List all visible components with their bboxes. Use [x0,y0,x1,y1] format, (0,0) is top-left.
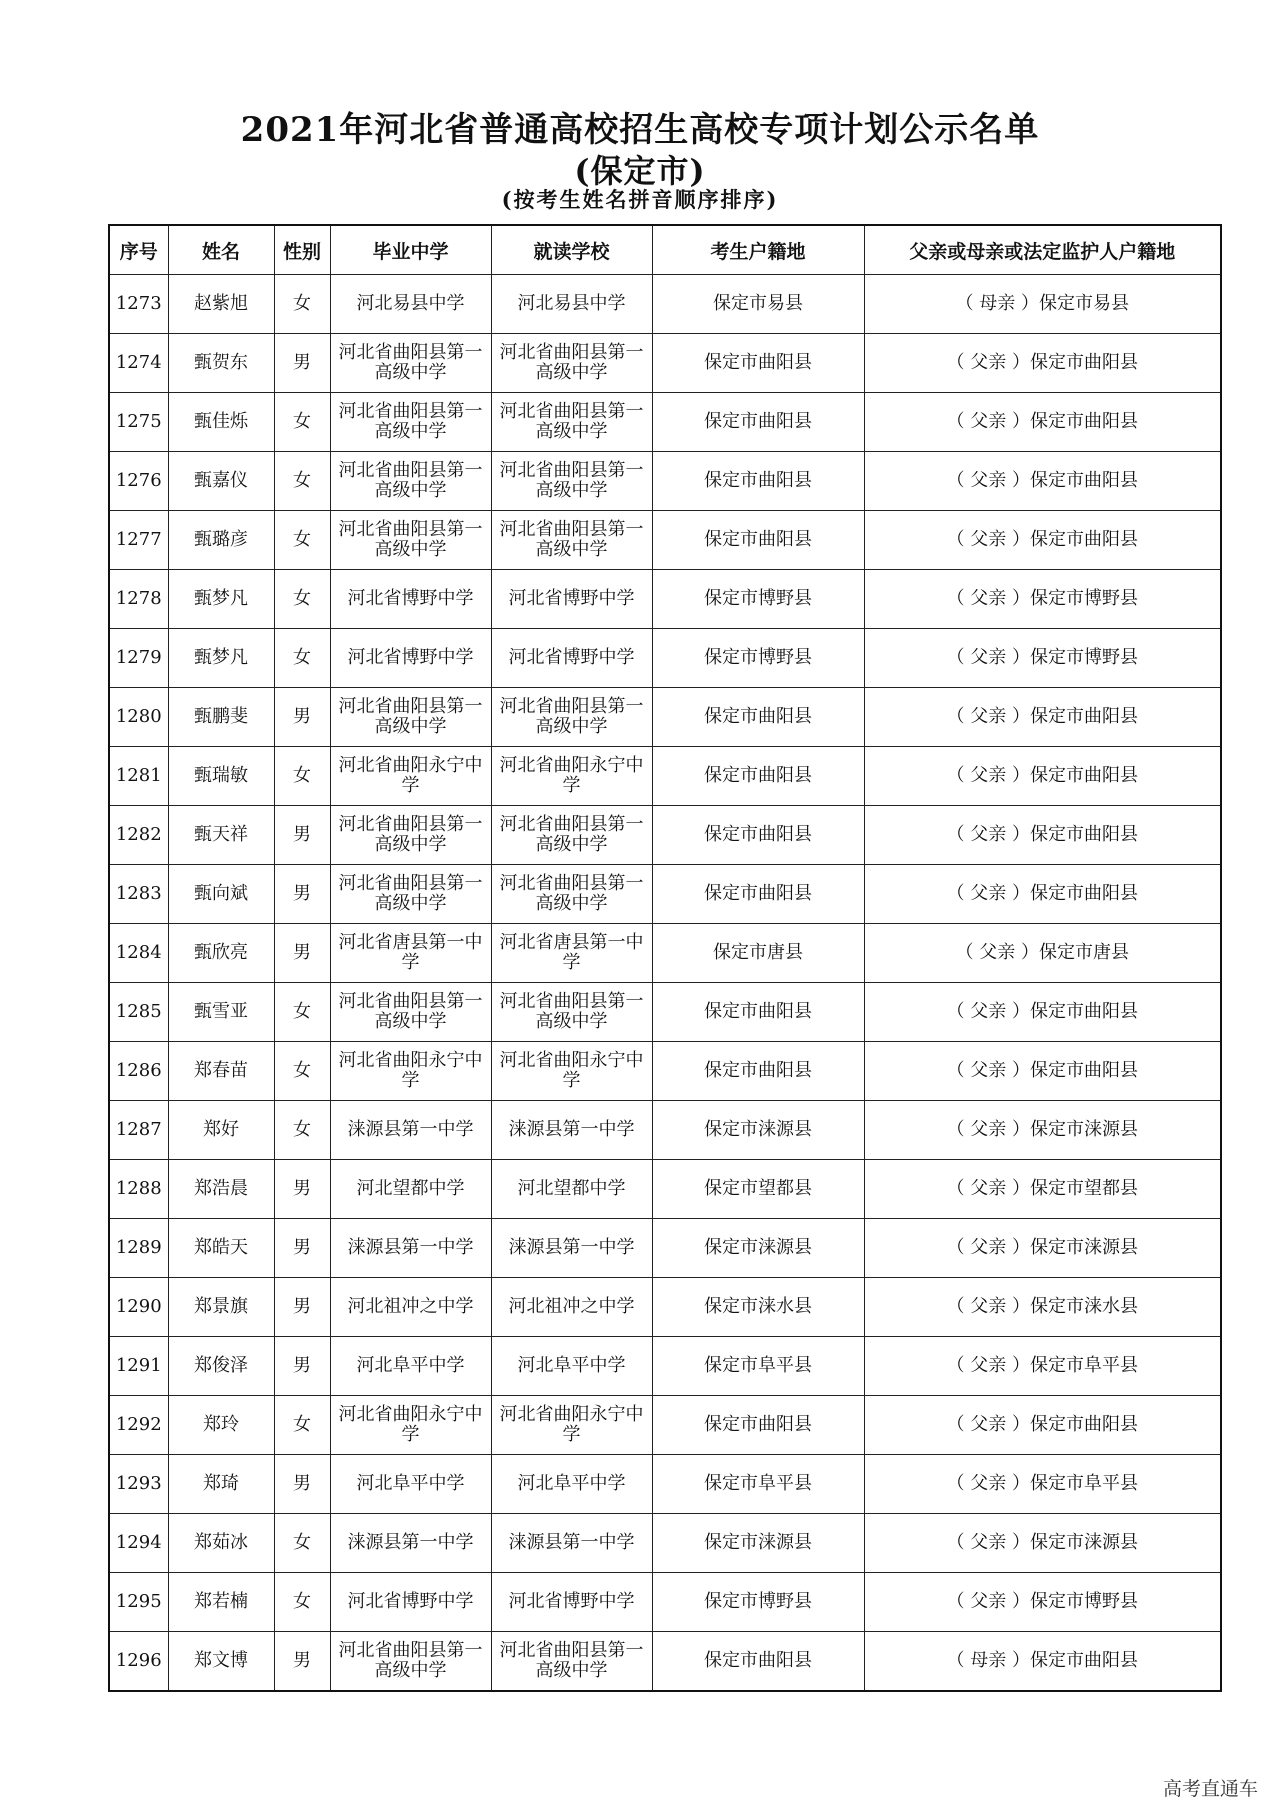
cell-graduation-school: 河北省曲阳县第一高级中学 [330,1632,491,1692]
cell-guardian-hukou: （ 父亲 ）保定市曲阳县 [864,983,1221,1042]
cell-name: 郑玲 [168,1396,274,1455]
cell-graduation-school: 河北省曲阳县第一高级中学 [330,452,491,511]
table-row [109,1278,1221,1337]
cell-graduation-school: 涞源县第一中学 [330,1514,491,1573]
cell-current-school: 河北望都中学 [491,1160,652,1219]
table-row [109,806,1221,865]
table-row [109,393,1221,452]
document-title: 2021年河北省普通高校招生高校专项计划公示名单 [240,110,1040,150]
cell-current-school: 河北省曲阳永宁中学 [491,1042,652,1101]
cell-graduation-school: 河北省博野中学 [330,570,491,629]
cell-guardian-hukou: （ 父亲 ）保定市阜平县 [864,1455,1221,1514]
cell-student-hukou: 保定市曲阳县 [652,334,864,393]
cell-guardian-hukou: （ 父亲 ）保定市曲阳县 [864,511,1221,570]
cell-gender: 男 [274,1632,330,1692]
cell-name: 赵紫旭 [168,275,274,334]
cell-student-hukou: 保定市曲阳县 [652,452,864,511]
cell-graduation-school: 河北省曲阳永宁中学 [330,1396,491,1455]
cell-gender: 女 [274,1101,330,1160]
cell-name: 郑景旗 [168,1278,274,1337]
cell-guardian-hukou: （ 父亲 ）保定市博野县 [864,570,1221,629]
cell-guardian-hukou: （ 父亲 ）保定市涞源县 [864,1219,1221,1278]
cell-name: 郑皓天 [168,1219,274,1278]
cell-seq: 1274 [109,334,168,393]
cell-student-hukou: 保定市博野县 [652,629,864,688]
cell-gender: 女 [274,629,330,688]
table-row [109,629,1221,688]
cell-seq: 1295 [109,1573,168,1632]
table-row [109,747,1221,806]
header-gender: 性别 [274,225,330,275]
cell-name: 郑茹冰 [168,1514,274,1573]
cell-graduation-school: 河北省曲阳县第一高级中学 [330,806,491,865]
table-row [109,511,1221,570]
cell-guardian-hukou: （ 父亲 ）保定市曲阳县 [864,806,1221,865]
cell-current-school: 河北省曲阳县第一高级中学 [491,511,652,570]
cell-graduation-school: 河北省曲阳县第一高级中学 [330,334,491,393]
cell-graduation-school: 河北易县中学 [330,275,491,334]
cell-seq: 1296 [109,1632,168,1692]
table-body [109,275,1221,1692]
cell-student-hukou: 保定市曲阳县 [652,1042,864,1101]
cell-current-school: 河北省曲阳县第一高级中学 [491,806,652,865]
cell-name: 郑琦 [168,1455,274,1514]
cell-current-school: 河北省曲阳永宁中学 [491,747,652,806]
cell-seq: 1280 [109,688,168,747]
table-row [109,924,1221,983]
cell-current-school: 河北阜平中学 [491,1337,652,1396]
cell-name: 郑俊泽 [168,1337,274,1396]
cell-student-hukou: 保定市涞源县 [652,1101,864,1160]
table-row [109,1042,1221,1101]
cell-graduation-school: 河北省曲阳永宁中学 [330,1042,491,1101]
cell-seq: 1278 [109,570,168,629]
cell-gender: 女 [274,1042,330,1101]
cell-name: 郑浩晨 [168,1160,274,1219]
cell-name: 郑春苗 [168,1042,274,1101]
document-sort-note: (按考生姓名拼音顺序排序) [501,187,779,212]
cell-guardian-hukou: （ 父亲 ）保定市曲阳县 [864,1396,1221,1455]
header-seq: 序号 [109,225,168,275]
cell-gender: 女 [274,393,330,452]
cell-name: 甄璐彦 [168,511,274,570]
document-subtitle-city: (保定市) [574,152,706,190]
cell-student-hukou: 保定市涞源县 [652,1219,864,1278]
table-row [109,1101,1221,1160]
cell-seq: 1286 [109,1042,168,1101]
table-row [109,452,1221,511]
cell-guardian-hukou: （ 父亲 ）保定市曲阳县 [864,747,1221,806]
table-row [109,865,1221,924]
header-name: 姓名 [168,225,274,275]
cell-graduation-school: 河北阜平中学 [330,1337,491,1396]
cell-current-school: 河北省曲阳县第一高级中学 [491,452,652,511]
cell-guardian-hukou: （ 父亲 ）保定市曲阳县 [864,1042,1221,1101]
cell-student-hukou: 保定市曲阳县 [652,688,864,747]
cell-gender: 男 [274,688,330,747]
watermark: 高考直通车 [1162,1778,1258,1800]
cell-student-hukou: 保定市望都县 [652,1160,864,1219]
cell-guardian-hukou: （ 父亲 ）保定市曲阳县 [864,393,1221,452]
cell-name: 郑好 [168,1101,274,1160]
cell-current-school: 河北省博野中学 [491,570,652,629]
cell-gender: 男 [274,1278,330,1337]
cell-gender: 女 [274,511,330,570]
cell-gender: 男 [274,806,330,865]
cell-gender: 女 [274,983,330,1042]
cell-current-school: 涞源县第一中学 [491,1101,652,1160]
cell-student-hukou: 保定市阜平县 [652,1455,864,1514]
cell-guardian-hukou: （ 父亲 ）保定市阜平县 [864,1337,1221,1396]
cell-guardian-hukou: （ 父亲 ）保定市曲阳县 [864,334,1221,393]
table-row [109,1337,1221,1396]
cell-current-school: 河北省曲阳县第一高级中学 [491,334,652,393]
cell-seq: 1276 [109,452,168,511]
roster-table [108,224,1222,1692]
table-row [109,688,1221,747]
cell-gender: 男 [274,1219,330,1278]
table-header-row [109,225,1221,275]
cell-graduation-school: 河北望都中学 [330,1160,491,1219]
cell-student-hukou: 保定市曲阳县 [652,983,864,1042]
cell-student-hukou: 保定市唐县 [652,924,864,983]
cell-seq: 1292 [109,1396,168,1455]
cell-current-school: 河北省博野中学 [491,1573,652,1632]
cell-current-school: 河北易县中学 [491,275,652,334]
cell-student-hukou: 保定市涞水县 [652,1278,864,1337]
cell-current-school: 涞源县第一中学 [491,1219,652,1278]
cell-seq: 1290 [109,1278,168,1337]
cell-gender: 男 [274,1337,330,1396]
table-row [109,1160,1221,1219]
cell-name: 甄鹏斐 [168,688,274,747]
cell-seq: 1291 [109,1337,168,1396]
cell-student-hukou: 保定市曲阳县 [652,747,864,806]
cell-gender: 男 [274,1160,330,1219]
cell-graduation-school: 河北省曲阳县第一高级中学 [330,688,491,747]
cell-graduation-school: 河北省曲阳县第一高级中学 [330,393,491,452]
cell-name: 甄瑞敏 [168,747,274,806]
table-row [109,1573,1221,1632]
cell-gender: 女 [274,452,330,511]
cell-name: 甄雪亚 [168,983,274,1042]
cell-student-hukou: 保定市曲阳县 [652,1396,864,1455]
cell-current-school: 河北省曲阳县第一高级中学 [491,1632,652,1692]
cell-gender: 女 [274,1396,330,1455]
cell-guardian-hukou: （ 父亲 ）保定市博野县 [864,1573,1221,1632]
cell-guardian-hukou: （ 父亲 ）保定市涞源县 [864,1514,1221,1573]
table-row [109,334,1221,393]
cell-gender: 男 [274,865,330,924]
cell-name: 郑文博 [168,1632,274,1692]
cell-gender: 女 [274,1514,330,1573]
cell-guardian-hukou: （ 父亲 ）保定市曲阳县 [864,452,1221,511]
cell-current-school: 河北阜平中学 [491,1455,652,1514]
cell-name: 甄梦凡 [168,629,274,688]
cell-graduation-school: 涞源县第一中学 [330,1219,491,1278]
table-row [109,1219,1221,1278]
cell-student-hukou: 保定市博野县 [652,570,864,629]
cell-seq: 1279 [109,629,168,688]
cell-seq: 1289 [109,1219,168,1278]
cell-gender: 女 [274,1573,330,1632]
cell-gender: 女 [274,275,330,334]
cell-graduation-school: 河北阜平中学 [330,1455,491,1514]
cell-name: 甄天祥 [168,806,274,865]
cell-student-hukou: 保定市博野县 [652,1573,864,1632]
cell-name: 甄嘉仪 [168,452,274,511]
cell-name: 甄向斌 [168,865,274,924]
cell-current-school: 河北省曲阳永宁中学 [491,1396,652,1455]
cell-graduation-school: 河北省博野中学 [330,1573,491,1632]
cell-gender: 女 [274,570,330,629]
cell-current-school: 河北省曲阳县第一高级中学 [491,688,652,747]
cell-seq: 1281 [109,747,168,806]
cell-current-school: 涞源县第一中学 [491,1514,652,1573]
cell-name: 甄梦凡 [168,570,274,629]
cell-student-hukou: 保定市阜平县 [652,1337,864,1396]
cell-seq: 1284 [109,924,168,983]
cell-seq: 1285 [109,983,168,1042]
cell-seq: 1273 [109,275,168,334]
cell-gender: 男 [274,334,330,393]
cell-current-school: 河北省曲阳县第一高级中学 [491,865,652,924]
table-row [109,983,1221,1042]
cell-seq: 1294 [109,1514,168,1573]
cell-guardian-hukou: （ 父亲 ）保定市涞水县 [864,1278,1221,1337]
cell-seq: 1293 [109,1455,168,1514]
cell-name: 甄贺东 [168,334,274,393]
cell-current-school: 河北省唐县第一中学 [491,924,652,983]
cell-seq: 1275 [109,393,168,452]
cell-seq: 1282 [109,806,168,865]
cell-graduation-school: 涞源县第一中学 [330,1101,491,1160]
cell-graduation-school: 河北省博野中学 [330,629,491,688]
header-student-hukou: 考生户籍地 [652,225,864,275]
cell-graduation-school: 河北省曲阳永宁中学 [330,747,491,806]
cell-student-hukou: 保定市曲阳县 [652,393,864,452]
cell-seq: 1283 [109,865,168,924]
cell-current-school: 河北祖冲之中学 [491,1278,652,1337]
cell-graduation-school: 河北省曲阳县第一高级中学 [330,983,491,1042]
cell-graduation-school: 河北省曲阳县第一高级中学 [330,865,491,924]
cell-guardian-hukou: （ 父亲 ）保定市望都县 [864,1160,1221,1219]
cell-student-hukou: 保定市曲阳县 [652,806,864,865]
cell-student-hukou: 保定市曲阳县 [652,511,864,570]
table-row [109,1514,1221,1573]
cell-gender: 男 [274,924,330,983]
cell-student-hukou: 保定市涞源县 [652,1514,864,1573]
cell-guardian-hukou: （ 母亲 ）保定市曲阳县 [864,1632,1221,1692]
header-guardian-hukou: 父亲或母亲或法定监护人户籍地 [864,225,1221,275]
cell-guardian-hukou: （ 父亲 ）保定市涞源县 [864,1101,1221,1160]
table-row [109,570,1221,629]
cell-name: 甄佳烁 [168,393,274,452]
table-row [109,1632,1221,1692]
cell-name: 甄欣亮 [168,924,274,983]
cell-guardian-hukou: （ 父亲 ）保定市唐县 [864,924,1221,983]
cell-student-hukou: 保定市曲阳县 [652,865,864,924]
cell-guardian-hukou: （ 父亲 ）保定市博野县 [864,629,1221,688]
table-row [109,1396,1221,1455]
header-graduation-school: 毕业中学 [330,225,491,275]
cell-guardian-hukou: （ 母亲 ）保定市易县 [864,275,1221,334]
table-row [109,1455,1221,1514]
cell-seq: 1288 [109,1160,168,1219]
cell-current-school: 河北省曲阳县第一高级中学 [491,983,652,1042]
cell-guardian-hukou: （ 父亲 ）保定市曲阳县 [864,865,1221,924]
table-row [109,275,1221,334]
cell-graduation-school: 河北祖冲之中学 [330,1278,491,1337]
cell-graduation-school: 河北省唐县第一中学 [330,924,491,983]
cell-current-school: 河北省曲阳县第一高级中学 [491,393,652,452]
cell-student-hukou: 保定市曲阳县 [652,1632,864,1692]
cell-seq: 1287 [109,1101,168,1160]
cell-gender: 男 [274,1455,330,1514]
cell-student-hukou: 保定市易县 [652,275,864,334]
cell-gender: 女 [274,747,330,806]
cell-seq: 1277 [109,511,168,570]
cell-current-school: 河北省博野中学 [491,629,652,688]
cell-name: 郑若楠 [168,1573,274,1632]
cell-graduation-school: 河北省曲阳县第一高级中学 [330,511,491,570]
cell-guardian-hukou: （ 父亲 ）保定市曲阳县 [864,688,1221,747]
header-current-school: 就读学校 [491,225,652,275]
